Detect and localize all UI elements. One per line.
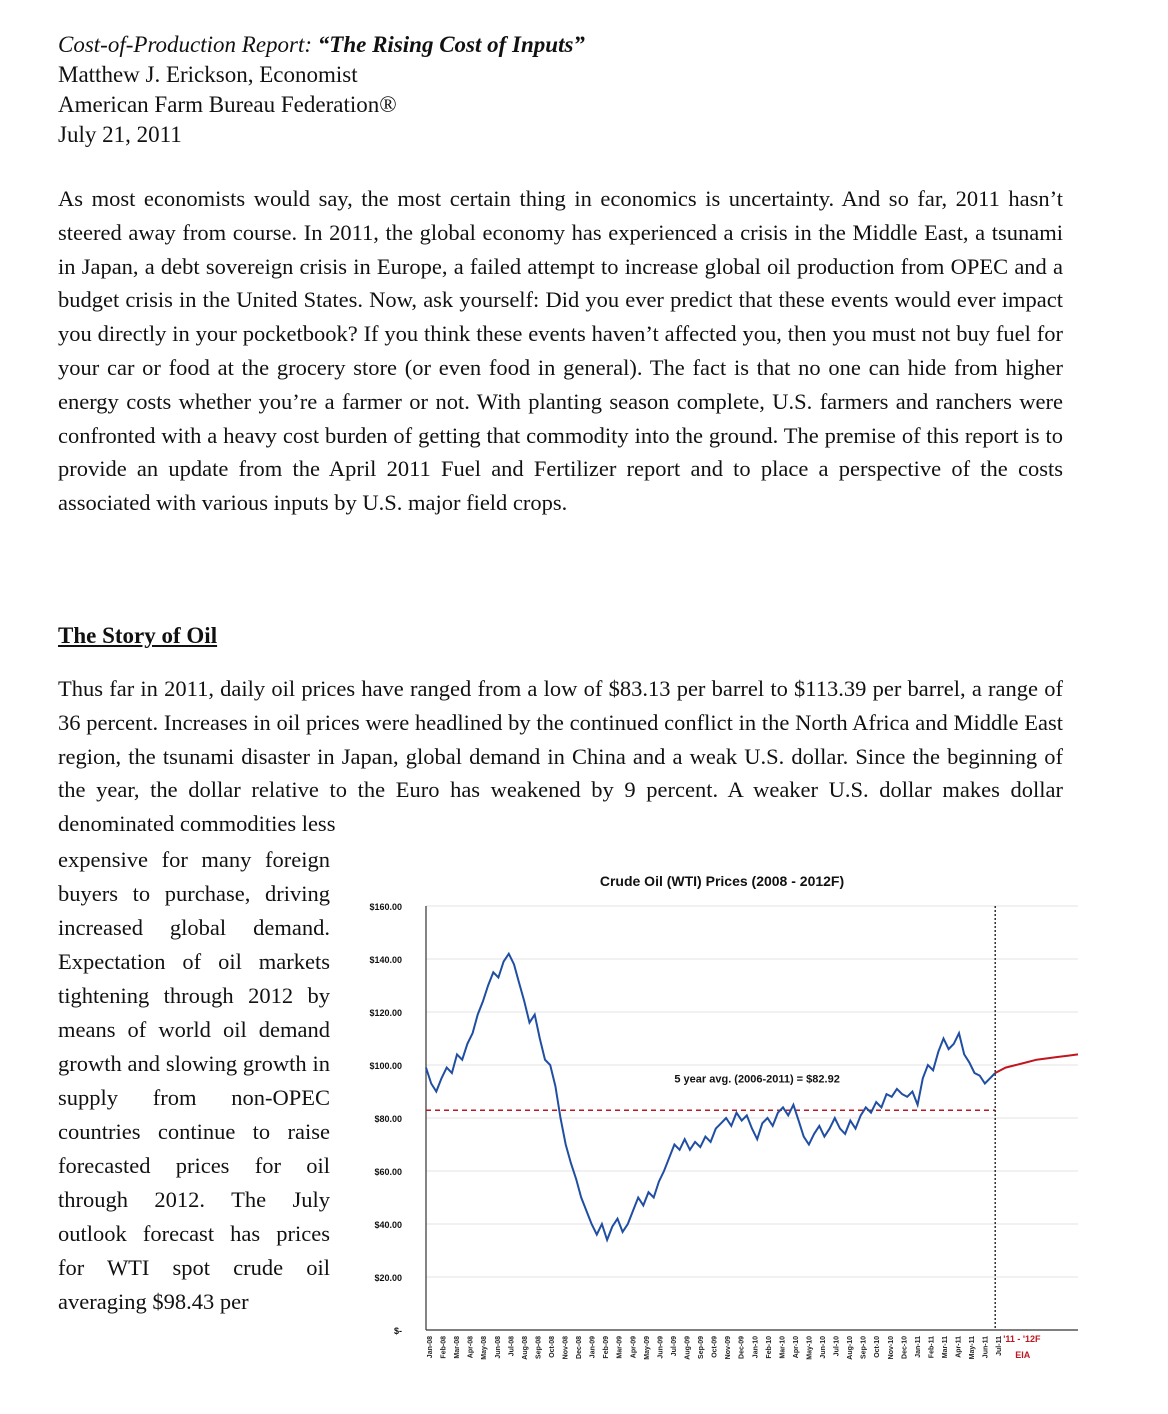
x-tick-label: Dec-08 [576, 1336, 584, 1359]
x-tick-label: May-09 [643, 1336, 651, 1360]
series-line-forecast [995, 1054, 1078, 1073]
report-title-prefix: Cost-of-Production Report: [58, 32, 318, 57]
section-heading-oil: The Story of Oil [58, 623, 218, 648]
x-tick-label: May-10 [806, 1336, 814, 1360]
intro-paragraph: As most economists would say, the most certain thing in economics is uncertainty. And so far, 2011 hasn’t steered away from course. In 2011, the global economy has experienced a crisis in the Middle East, a tsunami in Japan, a debt sovereign crisis in Europe, a failed attempt to increase global oil production from OPEC and a budget crisis in the United States. Now, ask yourself: Did you ever predict that these events would ever impact you directly in your pocketbook? If you think these events haven’t affected you, then you must not buy fuel for your car or food at the grocery store (or even food in general). The fact is that no one can hide from higher energy costs whether you’re a farmer or not. With planting season complete, U.S. farmers and ranchers were confronted with a heavy cost burden of getting that commodity into the ground. The premise of this report is to provide an update from the April 2011 Fuel and Fertilizer report and to place a perspective of the costs associated with various inputs by U.S. major field crops. [58, 186, 1063, 516]
x-tick-label: Jun-11 [982, 1336, 990, 1359]
chart-grid [426, 906, 1078, 1277]
x-tick-label: Dec-09 [738, 1336, 746, 1359]
oil-paragraph-top: Thus far in 2011, daily oil prices have ranged from a low of $83.13 per barrel to $113.39 per barrel, a range of 36 percent. Increases in oil prices were headlined by the continued conflict in the North Africa and Middle East region, the tsunami disaster in Japan, global demand in China and a weak U.S. dollar. Since the beginning of the year, the dollar relative to the Euro has weakened by 9 percent. A weaker U.S. dollar makes dollar denominated commodities less [58, 676, 1063, 837]
x-tick-label: Jun-08 [494, 1336, 502, 1359]
x-tick-label: Jul-08 [508, 1336, 516, 1357]
report-title [58, 30, 585, 60]
x-tick-label: May-11 [969, 1336, 977, 1360]
x-tick-label: Jul-10 [833, 1336, 841, 1357]
x-tick-label: Oct-10 [874, 1336, 882, 1358]
x-tick-label: Aug-09 [684, 1336, 692, 1360]
y-tick-label: $- [393, 1326, 402, 1336]
y-tick-label: $60.00 [374, 1167, 402, 1177]
x-tick-label: Mar-09 [616, 1336, 624, 1359]
x-axis [426, 1330, 1078, 1360]
x-tick-label: Jan-11 [914, 1336, 922, 1358]
x-tick-label: Aug-10 [847, 1336, 855, 1360]
x-tick-label: Sep-09 [698, 1336, 706, 1359]
y-axis [369, 902, 426, 1336]
x-tick-label: Feb-10 [765, 1336, 773, 1359]
x-tick-label: Sep-10 [860, 1336, 868, 1359]
x-tick-label: Apr-10 [792, 1336, 800, 1359]
x-tick-label: Nov-09 [725, 1336, 733, 1360]
x-tick-label: Oct-09 [711, 1336, 719, 1358]
x-tick-label: Jun-09 [657, 1336, 665, 1359]
x-tick-label: Apr-11 [955, 1336, 963, 1358]
y-tick-label: $120.00 [369, 1008, 402, 1018]
x-tick-label: Jan-09 [589, 1336, 597, 1359]
x-tick-label: Jan-10 [752, 1336, 760, 1359]
x-tick-label: Sep-08 [535, 1336, 543, 1359]
y-tick-label: $140.00 [369, 955, 402, 965]
x-tick-label: Nov-08 [562, 1336, 570, 1360]
x-tick-label: Mar-08 [454, 1336, 462, 1359]
x-tick-label: May-08 [481, 1336, 489, 1360]
x-tick-label: Mar-11 [941, 1336, 949, 1359]
series-line-historical [426, 954, 995, 1240]
x-tick-label: Apr-09 [630, 1336, 638, 1359]
y-tick-label: $80.00 [374, 1114, 402, 1124]
x-tick-label: Feb-08 [440, 1336, 448, 1359]
x-tick-label: Jul-11 [996, 1336, 1004, 1356]
crude-oil-price-chart [358, 860, 1088, 1390]
report-date: July 21, 2011 [58, 122, 182, 147]
y-tick-label: $100.00 [369, 1061, 402, 1071]
x-tick-label: Apr-08 [467, 1336, 475, 1359]
y-tick-label: $160.00 [369, 902, 402, 912]
x-tick-label: Jul-09 [670, 1336, 678, 1357]
x-tick-label: Feb-11 [928, 1336, 936, 1359]
x-tick-label: Dec-10 [901, 1336, 909, 1359]
forecast-label: '11 - '12F [1003, 1334, 1041, 1344]
report-title-quote: “The Rising Cost of Inputs” [317, 32, 585, 57]
chart-title: Crude Oil (WTI) Prices (2008 - 2012F) [599, 873, 845, 889]
forecast-source: EIA [1015, 1350, 1031, 1360]
author: Matthew J. Erickson, Economist [58, 62, 358, 87]
y-tick-label: $20.00 [374, 1273, 402, 1283]
x-tick-label: Mar-10 [779, 1336, 787, 1359]
report-header [58, 30, 585, 150]
x-tick-label: Aug-08 [521, 1336, 529, 1360]
x-tick-label: Jan-08 [427, 1336, 434, 1359]
x-tick-label: Nov-10 [887, 1336, 895, 1360]
oil-paragraph-side: expensive for many foreign buyers to purchase, driving increased global demand. Expectation of oil markets tightening through 2012 by means of world oil demand growth and slowing growth in supply from non-OPEC countries continue to raise forecasted prices for oil through 2012. The July outlook forecast has prices for WTI spot crude oil averaging $98.43 per [58, 847, 330, 1314]
x-tick-label: Feb-09 [603, 1336, 611, 1359]
x-tick-label: Oct-08 [548, 1336, 556, 1358]
y-tick-label: $40.00 [374, 1220, 402, 1230]
x-tick-label: Jun-10 [820, 1336, 828, 1359]
organization: American Farm Bureau Federation® [58, 92, 397, 117]
average-annotation: 5 year avg. (2006-2011) = $82.92 [674, 1073, 840, 1086]
